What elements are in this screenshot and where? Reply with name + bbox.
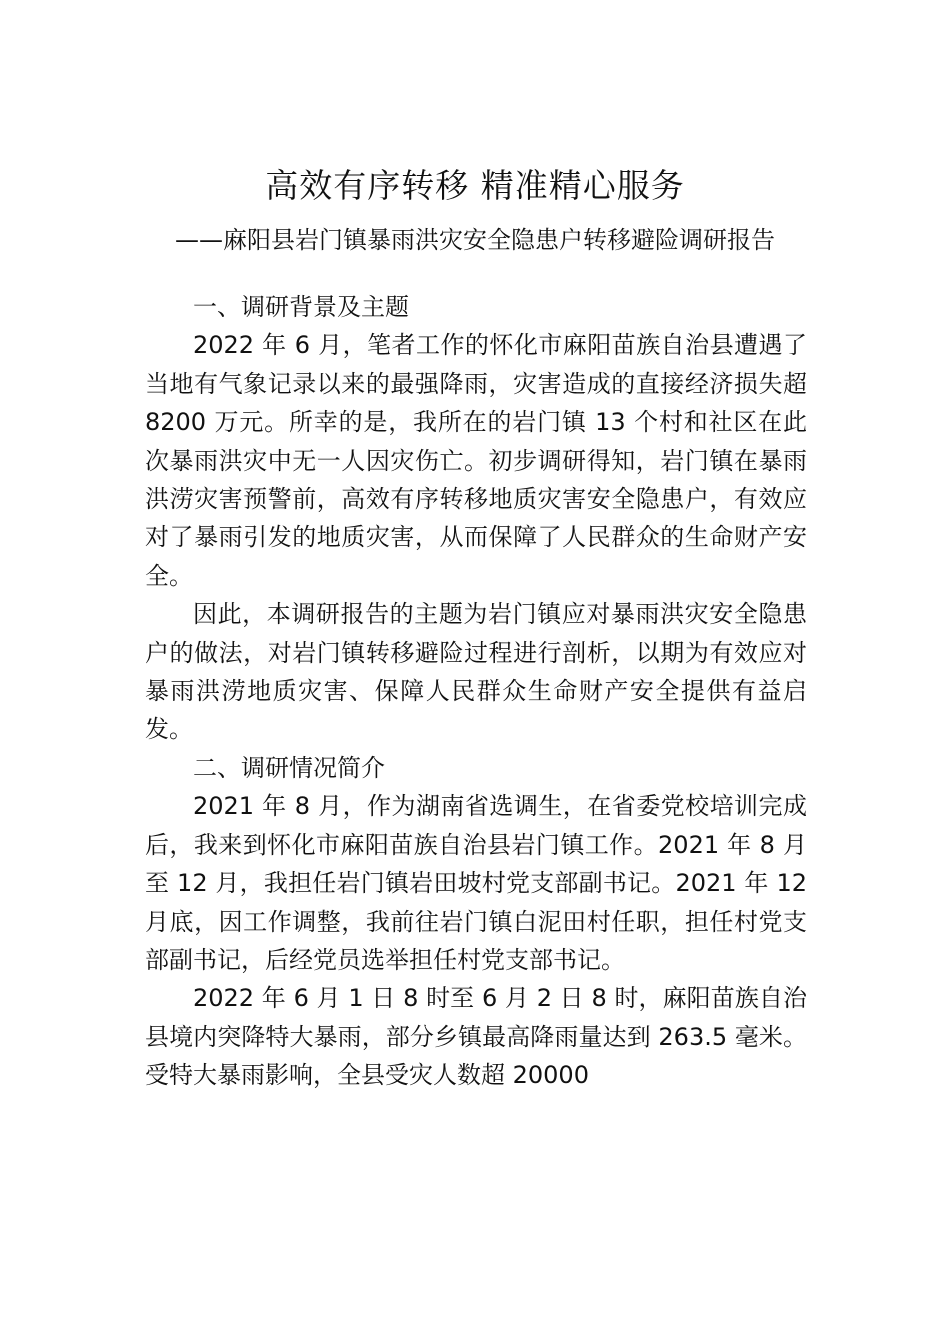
- document-title: 高效有序转移 精准精心服务: [265, 166, 685, 205]
- paragraph-rainstorm: 2022 年 6 月 1 日 8 时至 6 月 2 日 8 时，麻阳苗族自治县境内突降特大暴雨，部分乡镇最高降雨量达到 263.5 毫米。受特大暴雨影响，全县受灾人数超 20000: [145, 984, 807, 1090]
- paragraph-theme: 因此，本调研报告的主题为岩门镇应对暴雨洪灾安全隐患户的做法，对岩门镇转移避险过程进行剖析，以期为有效应对暴雨洪涝地质灾害、保障人民群众生命财产安全提供有益启发。: [145, 600, 807, 744]
- section-heading-overview: 二、调研情况简介: [193, 753, 385, 782]
- document-subtitle: ——麻阳县岩门镇暴雨洪灾安全隐患户转移避险调研报告: [175, 226, 775, 254]
- paragraph-author-history: 2021 年 8 月，作为湖南省选调生，在省委党校培训完成后，我来到怀化市麻阳苗族自治县岩门镇工作。2021 年 8 月至 12 月，我担任岩门镇岩田坡村党支部副书记。2021 年 12 月底，因工作调整，我前往岩门镇白泥田村任职，担任村党支部副书记，后经党员选举担任村党支部书记。: [145, 792, 807, 974]
- section-heading-background: 一、调研背景及主题: [193, 293, 409, 321]
- paragraph-background: 2022 年 6 月，笔者工作的怀化市麻阳苗族自治县遭遇了当地有气象记录以来的最强降雨，灾害造成的直接经济损失超 8200 万元。所幸的是，我所在的岩门镇 13 个村和社区在此次暴雨洪灾中无一人因灾伤亡。初步调研得知，岩门镇在暴雨洪涝灾害预警前，高效有序转移地质灾害安全隐患户，有效应对了暴雨引发的地质灾害，从而保障了人民群众的生命财产安全。: [145, 331, 807, 590]
- document-body: [145, 288, 807, 1095]
